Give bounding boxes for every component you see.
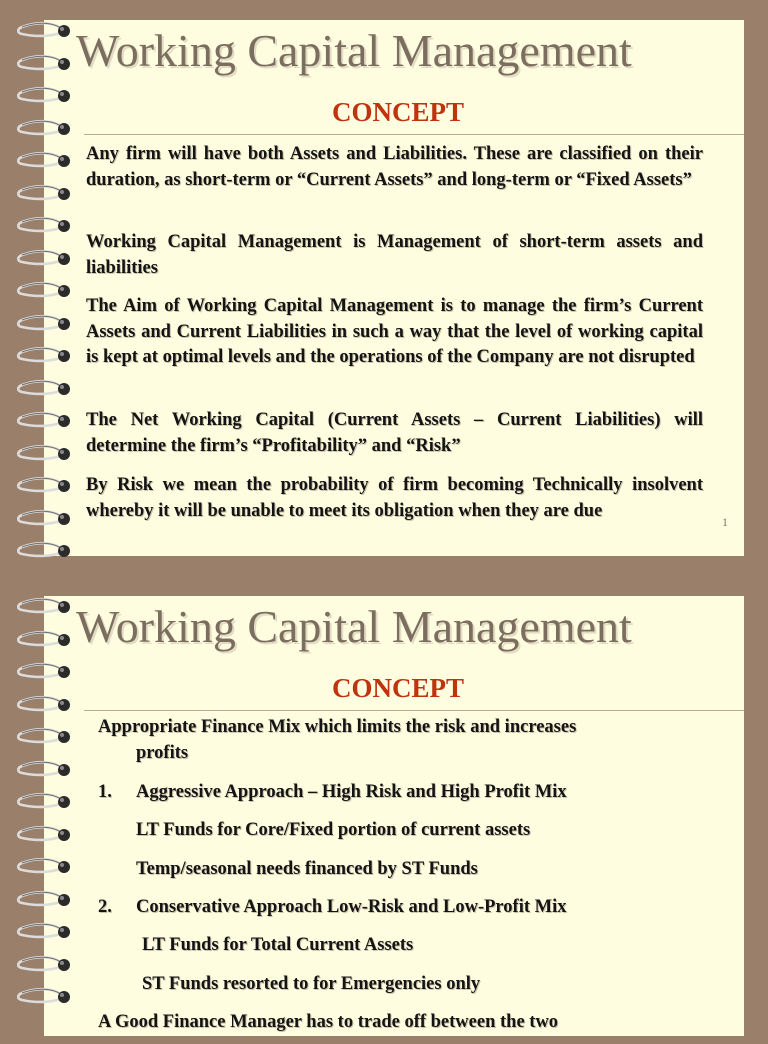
spiral-ring-icon [14,473,74,499]
spiral-ring-icon [14,181,74,207]
spiral-ring-icon [14,692,74,718]
list-number: 2. [98,897,112,917]
list-item-text: Aggressive Approach – High Risk and High Profit Mix [136,782,567,802]
spiral-ring-icon [14,887,74,913]
spiral-ring-icon [14,278,74,304]
spiral-ring-icon [14,952,74,978]
binder-rings [14,28,74,564]
spiral-ring-icon [14,408,74,434]
intro-line: Appropriate Finance Mix which limits the risk and increases [98,717,577,737]
list-subitem: Temp/seasonal needs financed by ST Funds [136,859,478,879]
slide-1 [44,20,744,556]
spiral-ring-icon [14,376,74,402]
list-subitem: LT Funds for Total Current Assets [142,935,414,955]
list-subitem: ST Funds resorted to for Emergencies only [142,974,481,994]
spiral-ring-icon [14,148,74,174]
title-divider [84,710,744,711]
spiral-ring-icon [14,246,74,272]
slide-title: Working Capital Management [76,25,632,76]
spiral-ring-icon [14,627,74,653]
intro-paragraph [98,715,710,766]
paragraph: The Net Working Capital (Current Assets – Current Liabilities) will determine the firm’s “Profitability” and “Risk” [86,410,703,456]
spiral-ring-icon [14,724,74,750]
spiral-ring-icon [14,213,74,239]
spiral-ring-icon [14,919,74,945]
spiral-ring-icon [14,83,74,109]
spiral-ring-icon [14,757,74,783]
spiral-ring-icon [14,311,74,337]
list-item [98,895,710,921]
slide-subtitle: CONCEPT [331,673,464,703]
spiral-ring-icon [14,343,74,369]
page-number: 1 [722,515,728,529]
binder-rings [14,604,74,1044]
list-item-text: Conservative Approach Low-Risk and Low-Profit Mix [136,897,567,917]
spiral-ring-icon [14,594,74,620]
paragraph: Any firm will have both Assets and Liabilities. These are classified on their duration, as short-term or “Current Assets” and long-term or “Fixed Assets” [86,144,703,190]
spiral-ring-icon [14,18,74,44]
list-item [98,780,710,806]
paragraph: The Aim of Working Capital Management is to manage the firm’s Current Assets and Current Liabilities in such a way that the level of working capital is kept at optimal levels and the operations of the Company are not disrupted [86,296,703,367]
spiral-ring-icon [14,822,74,848]
spiral-ring-icon [14,506,74,532]
intro-line: profits [136,742,189,763]
spiral-ring-icon [14,51,74,77]
spiral-ring-icon [14,659,74,685]
spiral-ring-icon [14,854,74,880]
slide-2 [44,596,744,1036]
spiral-ring-icon [14,441,74,467]
spiral-ring-icon [14,789,74,815]
title-divider [84,134,744,135]
spiral-ring-icon [14,116,74,142]
list-subitem: LT Funds for Core/Fixed portion of current assets [136,820,531,840]
paragraph: By Risk we mean the probability of firm becoming Technically insolvent whereby it will be unable to meet its obligation when they are due [86,475,703,521]
slide-title: Working Capital Management [76,601,632,652]
list-number: 1. [98,782,112,802]
closing-line: A Good Finance Manager has to trade off between the two [98,1012,559,1032]
paragraph: Working Capital Management is Management of short-term assets and liabilities [86,232,703,278]
spiral-ring-icon [14,984,74,1010]
slide-subtitle: CONCEPT [331,97,464,127]
spiral-ring-icon [14,538,74,564]
